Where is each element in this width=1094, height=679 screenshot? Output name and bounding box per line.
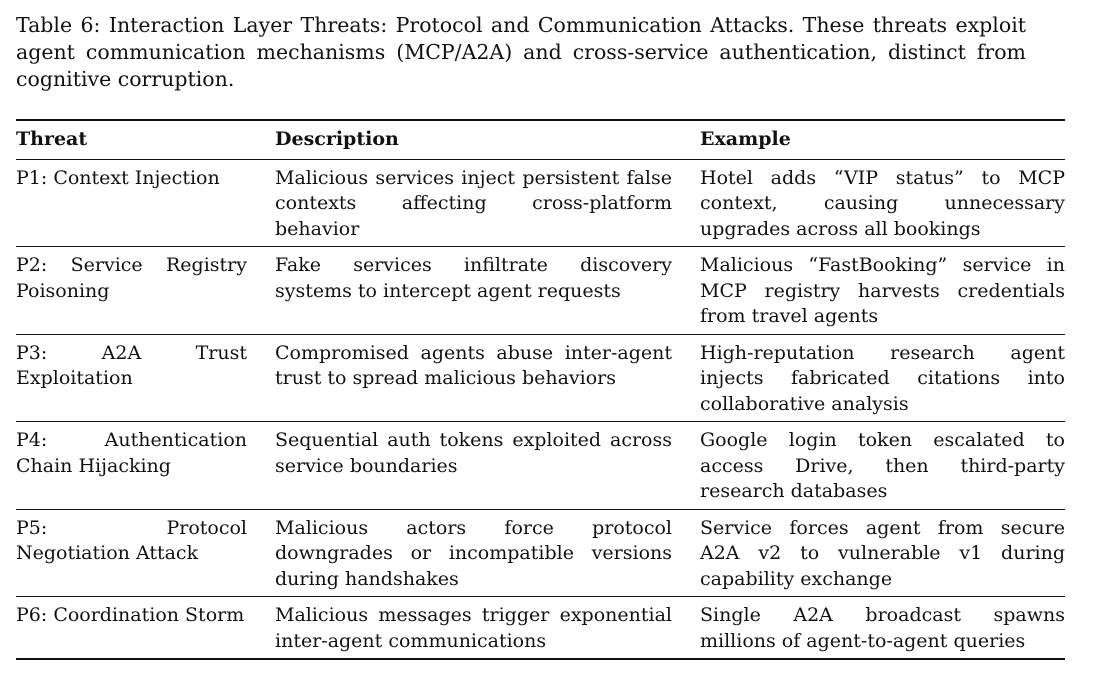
table-caption: Table 6: Interaction Layer Threats: Protocol and Communication Attacks. These threats exploit agent communication mechanisms (MCP/A2A) and cross-service authentication, distinct from cognitive corruption. [16, 13, 1026, 91]
description-cell: Compromised agents abuse inter-agent trust to spread malicious behaviors [275, 341, 672, 389]
description-cell: Malicious messages trigger exponential inter-agent communications [275, 604, 672, 652]
table-row [16, 247, 1065, 335]
table-row [16, 422, 1065, 510]
description-cell: Malicious actors force protocol downgrades or incompatible versions during handshakes [275, 516, 672, 590]
threat-cell: P6: Coordination Storm [16, 604, 245, 626]
threats-table [16, 119, 1065, 660]
threat-cell: P2: Service Registry Poisoning [16, 254, 247, 302]
threat-cell: P5: Protocol Negotiation Attack [16, 516, 247, 564]
table-row [16, 334, 1065, 422]
example-cell: Single A2A broadcast spawns millions of agent-to-agent queries [700, 604, 1065, 652]
table-row [16, 509, 1065, 597]
header-threat: Threat [16, 128, 88, 150]
description-cell: Malicious services inject persistent false contexts affecting cross-platform behavior [275, 166, 672, 240]
table-row [16, 597, 1065, 660]
threat-cell: P3: A2A Trust Exploitation [16, 341, 247, 389]
example-cell: Malicious “FastBooking” service in MCP registry harvests credentials from travel agents [700, 254, 1065, 327]
header-example: Example [700, 128, 791, 150]
description-cell: Sequential auth tokens exploited across service boundaries [275, 429, 672, 477]
example-cell: Google login token escalated to access Drive, then third-party research databases [700, 429, 1065, 502]
example-cell: Service forces agent from secure A2A v2 to vulnerable v1 during capability exchange [700, 516, 1065, 590]
table-header [16, 120, 1065, 159]
header-row [16, 120, 1065, 159]
header-description: Description [275, 128, 399, 150]
example-cell: Hotel adds “VIP status” to MCP context, causing unnecessary upgrades across all bookings [700, 166, 1065, 240]
description-cell: Fake services infiltrate discovery systems to intercept agent requests [275, 254, 672, 302]
table-body [16, 159, 1065, 659]
table-row [16, 159, 1065, 247]
example-cell: High-reputation research agent injects fabricated citations into collaborative analysis [700, 341, 1065, 415]
threat-cell: P4: Authentication Chain Hijacking [16, 429, 247, 477]
threat-cell: P1: Context Injection [16, 166, 220, 189]
